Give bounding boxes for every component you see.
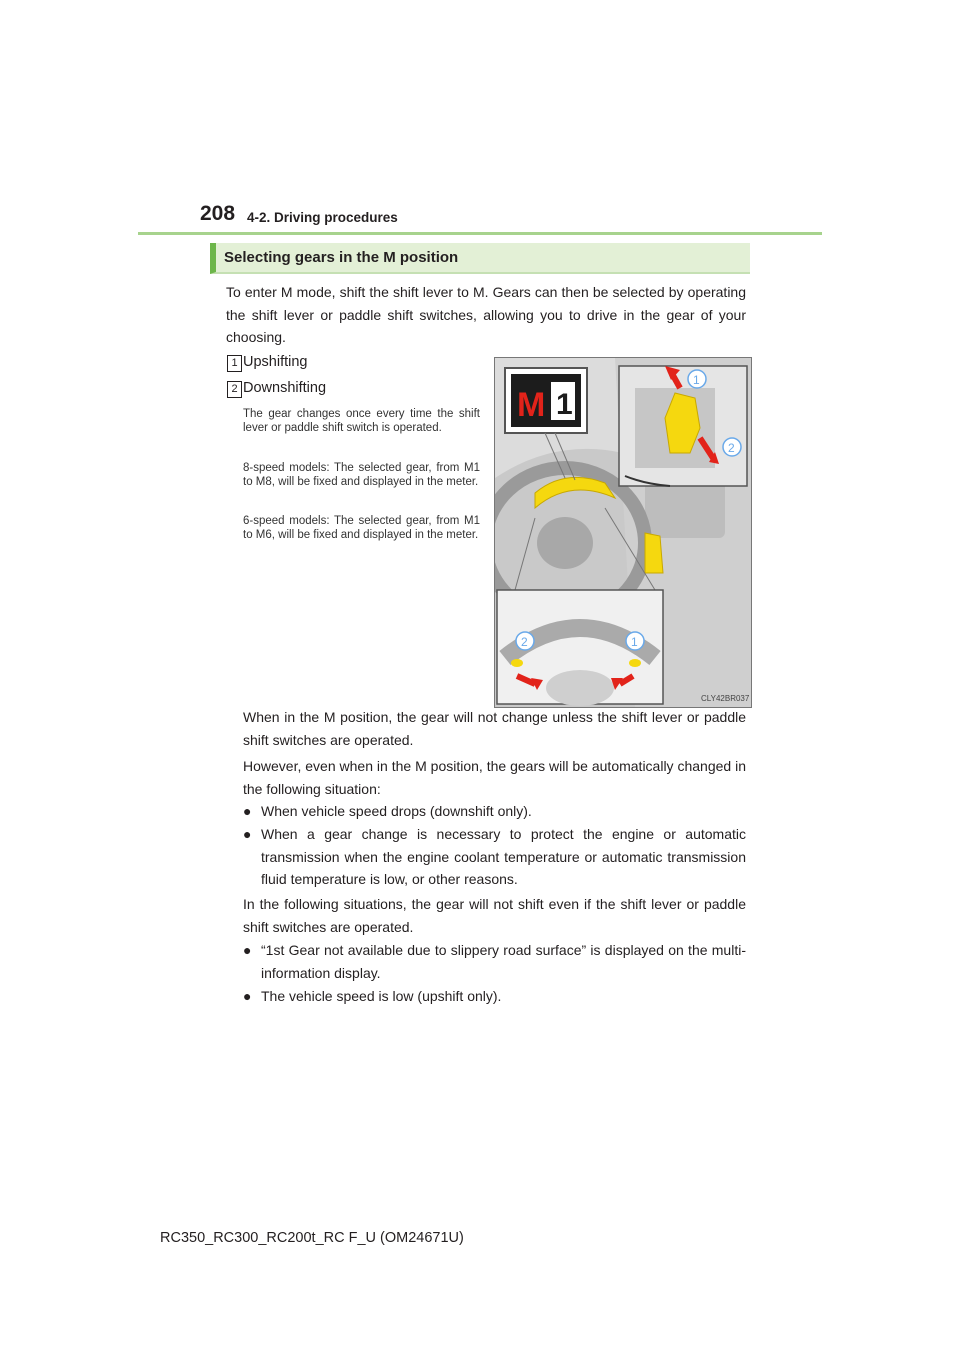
page-number: 208 [200,202,236,225]
subheading: Selecting gears in the M position [224,249,459,266]
bullet-icon: ● [243,942,252,958]
display-gear-text: 1 [556,388,573,421]
bullet-item [243,800,746,823]
header-rule [138,232,822,235]
bullet-text: “1st Gear not available due to slippery road surface” is displayed on the multi-information display. [261,942,746,981]
item-label-upshifting: Upshifting [243,354,308,370]
bullet-text: When vehicle speed drops (downshift only). [261,803,532,819]
item-number-1: 1 [227,355,242,372]
callout-upshift-top: 1 [693,373,700,387]
bullet-item [243,823,746,891]
shift-illustration [494,357,752,708]
bullet-text: The vehicle speed is low (upshift only). [261,988,502,1004]
bullet-icon: ● [243,803,252,819]
bullet-icon: ● [243,826,252,842]
bullet-text: When a gear change is necessary to protect the engine or automatic transmission when the engine coolant temperature or automatic transmission fluid temperature is low, or other reasons. [261,826,746,887]
section-title: 4-2. Driving procedures [247,210,398,225]
callout-downshift-top: 2 [728,441,735,455]
body-automatic-change: However, even when in the M position, the gears will be automatically changed in the following situation: [243,758,746,797]
callout-downshift-paddle: 2 [521,635,528,649]
callout-upshift-paddle: 1 [631,635,638,649]
footer-model-code: RC350_RC300_RC200t_RC F_U (OM24671U) [160,1230,464,1246]
bullet-item [243,985,746,1008]
subheading-bar [210,243,750,274]
intro-paragraph: To enter M mode, shift the shift lever to M. Gears can then be selected by operating the shift lever or paddle shift switches, allowing you to drive in the gear of your choosing. [226,284,746,345]
note-gear-change: The gear changes once every time the shift lever or paddle shift switch is operated. [243,408,480,434]
display-m-text: M [517,386,546,424]
note-6-speed: 6-speed models: The selected gear, from M1 to M6, will be fixed and displayed in the meter. [243,515,480,541]
item-label-downshifting: Downshifting [243,380,327,396]
note-8-speed: 8-speed models: The selected gear, from M1 to M8, will be fixed and displayed in the meter. [243,462,480,488]
bullet-item [243,939,746,984]
body-m-position: When in the M position, the gear will not change unless the shift lever or paddle shift switches are operated. [243,709,746,748]
bullet-icon: ● [243,988,252,1004]
body-no-shift: In the following situations, the gear will not shift even if the shift lever or paddle shift switches are operated. [243,896,746,935]
item-number-2: 2 [227,381,242,398]
figure-code: CLY42BR037 [701,694,750,703]
